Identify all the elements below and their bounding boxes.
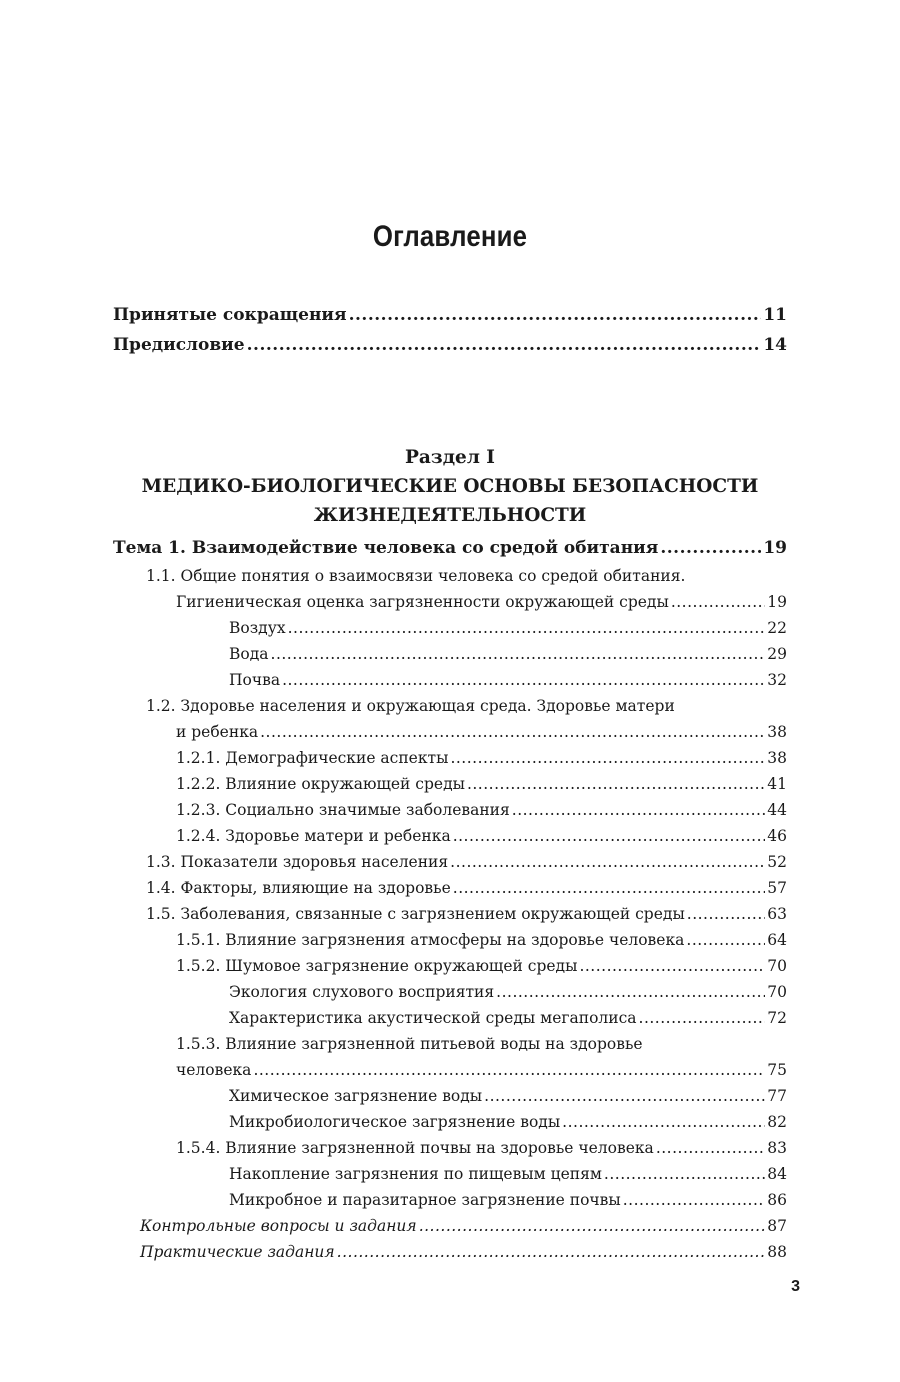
toc-entry-1-5-2[interactable]: [113, 957, 787, 983]
page-title: Оглавление: [372, 220, 528, 253]
section-label: Раздел I: [405, 447, 495, 468]
toc-entry-title: 1.5.2. Шумовое загрязнение окружающей среды: [176, 957, 578, 975]
section-title-line2: ЖИЗНЕДЕЯТЕЛЬНОСТИ: [313, 505, 587, 526]
dot-leader: [604, 1165, 765, 1183]
toc-entry-1-2-3[interactable]: [113, 801, 787, 827]
toc-entry-title: Характеристика акустической среды мегаполиса: [229, 1009, 637, 1027]
toc-entry-soil-contamination[interactable]: [113, 1191, 787, 1217]
toc-entry-title: Микробное и паразитарное загрязнение почвы: [229, 1191, 621, 1209]
toc-entry-page: 64: [767, 931, 787, 949]
toc-entry-title: 1.2.4. Здоровье матери и ребенка: [176, 827, 451, 845]
toc-entry-title: Химическое загрязнение воды: [229, 1087, 483, 1105]
toc-entry-page: 63: [767, 905, 787, 923]
dot-leader: [484, 1087, 765, 1105]
toc-entry-title: Микробиологическое загрязнение воды: [229, 1113, 561, 1131]
toc-entry-title: 1.2.3. Социально значимые заболевания: [176, 801, 510, 819]
dot-leader: [450, 749, 765, 767]
toc-entry-page: 19: [767, 593, 787, 611]
toc-entry-page: 88: [767, 1243, 787, 1261]
toc-entry-1-1-line1[interactable]: 1.1. Общие понятия о взаимосвязи человека со средой обитания.: [146, 567, 686, 585]
toc-entry-title: Почва: [229, 671, 281, 689]
toc-entry-title: 1.4. Факторы, влияющие на здоровье: [146, 879, 451, 897]
toc-entry-title: человека: [176, 1061, 252, 1079]
toc-entry-chemical-water[interactable]: [113, 1087, 787, 1113]
toc-entry-1-5-1[interactable]: [113, 931, 787, 957]
toc-entry-1-3[interactable]: [113, 853, 787, 879]
toc-entry-page: 44: [767, 801, 787, 819]
toc-entry-1-5[interactable]: [113, 905, 787, 931]
dot-leader: [247, 335, 762, 355]
toc-entry-topic-1[interactable]: [113, 538, 787, 568]
toc-entry-title: Воздух: [229, 619, 286, 637]
toc-entry-title: Предисловие: [113, 335, 245, 355]
toc-entry-title: 1.5.1. Влияние загрязнения атмосферы на здоровье человека: [176, 931, 685, 949]
toc-entry-title: и ребенка: [176, 723, 259, 741]
toc-entry-title: 1.3. Показатели здоровья населения: [146, 853, 449, 871]
toc-entry-title: Накопление загрязнения по пищевым цепям: [229, 1165, 602, 1183]
toc-entry-page: 57: [767, 879, 787, 897]
toc-entry-page: 29: [767, 645, 787, 663]
toc-entry-1-4[interactable]: [113, 879, 787, 905]
dot-leader: [453, 827, 766, 845]
toc-entry-page: 32: [767, 671, 787, 689]
dot-leader: [349, 305, 762, 325]
dot-leader: [260, 723, 765, 741]
toc-entry-1-2-line1[interactable]: 1.2. Здоровье населения и окружающая среда. Здоровье матери: [146, 697, 675, 715]
dot-leader: [687, 905, 765, 923]
toc-entry-preface[interactable]: [113, 335, 787, 365]
toc-entry-1-2-2[interactable]: [113, 775, 787, 801]
toc-entry-soil[interactable]: [113, 671, 787, 697]
toc-entry-page: 11: [763, 305, 787, 325]
toc-entry-page: 14: [763, 335, 787, 355]
dot-leader: [271, 645, 766, 663]
toc-entry-page: 87: [767, 1217, 787, 1235]
toc-entry-page: 86: [767, 1191, 787, 1209]
topic-list: [113, 538, 787, 568]
toc-entry-1-5-3[interactable]: [113, 1061, 787, 1087]
toc-entry-title: 1.5.4. Влияние загрязненной почвы на здоровье человека: [176, 1139, 654, 1157]
toc-entry-food-chain[interactable]: [113, 1165, 787, 1191]
toc-entry-page: 84: [767, 1165, 787, 1183]
section-title-line1: МЕДИКО-БИОЛОГИЧЕСКИЕ ОСНОВЫ БЕЗОПАСНОСТИ: [141, 476, 759, 497]
toc-entry-title: Вода: [229, 645, 269, 663]
dot-leader: [253, 1061, 765, 1079]
toc-entry-1-5-3-line1[interactable]: 1.5.3. Влияние загрязненной питьевой воды на здоровье: [176, 1035, 643, 1053]
dot-leader: [496, 983, 765, 1001]
dot-leader: [656, 1139, 765, 1157]
toc-entry-page: 22: [767, 619, 787, 637]
toc-entry-practical-tasks[interactable]: [113, 1243, 787, 1269]
toc-entry-title: Гигиеническая оценка загрязненности окружающей среды: [176, 593, 669, 611]
toc-entry-page: 82: [767, 1113, 787, 1131]
toc-entry-acoustic-environment[interactable]: [113, 1009, 787, 1035]
toc-entry-title: Контрольные вопросы и задания: [140, 1217, 417, 1235]
dot-leader: [562, 1113, 765, 1131]
toc-entry-page: 38: [767, 749, 787, 767]
dot-leader: [579, 957, 765, 975]
toc-entry-page: 52: [767, 853, 787, 871]
dot-leader: [671, 593, 765, 611]
toc-entry-page: 70: [767, 983, 787, 1001]
toc-entry-air[interactable]: [113, 619, 787, 645]
toc-entry-page: 46: [767, 827, 787, 845]
toc-entry-page: 83: [767, 1139, 787, 1157]
toc-entry-title: Принятые сокращения: [113, 305, 347, 325]
toc-entries: [113, 567, 787, 1269]
dot-leader: [639, 1009, 766, 1027]
dot-leader: [660, 538, 761, 558]
front-matter-list: [113, 305, 787, 365]
dot-leader: [419, 1217, 766, 1235]
toc-entry-title: 1.2.1. Демографические аспекты: [176, 749, 449, 767]
toc-entry-page: 38: [767, 723, 787, 741]
dot-leader: [288, 619, 766, 637]
toc-entry-microbial-water[interactable]: [113, 1113, 787, 1139]
dot-leader: [512, 801, 765, 819]
toc-entry-1-5-4[interactable]: [113, 1139, 787, 1165]
toc-entry-page: 75: [767, 1061, 787, 1079]
toc-entry-title: Тема 1. Взаимодействие человека со средой обитания: [113, 538, 659, 558]
section-heading: [0, 443, 900, 530]
dot-leader: [467, 775, 765, 793]
toc-entry-hearing-ecology[interactable]: [113, 983, 787, 1009]
toc-entry-page: 70: [767, 957, 787, 975]
toc-entry-title: 1.5. Заболевания, связанные с загрязнением окружающей среды: [146, 905, 685, 923]
dot-leader: [686, 931, 765, 949]
page-number: 3: [791, 1278, 800, 1295]
toc-entry-control-questions[interactable]: [113, 1217, 787, 1243]
toc-entry-abbreviations[interactable]: [113, 305, 787, 335]
toc-entry-title: Практические задания: [140, 1243, 335, 1261]
toc-entry-1-2-1[interactable]: [113, 749, 787, 775]
dot-leader: [282, 671, 765, 689]
toc-entry-1-2-4[interactable]: [113, 827, 787, 853]
toc-entry-1-2[interactable]: [113, 723, 787, 749]
dot-leader: [450, 853, 765, 871]
dot-leader: [623, 1191, 766, 1209]
toc-entry-page: 72: [767, 1009, 787, 1027]
toc-entry-page: 41: [767, 775, 787, 793]
toc-entry-1-1[interactable]: [113, 593, 787, 619]
dot-leader: [453, 879, 766, 897]
toc-entry-page: 19: [763, 538, 787, 558]
toc-entry-page: 77: [767, 1087, 787, 1105]
toc-entry-water[interactable]: [113, 645, 787, 671]
toc-entry-title: 1.2.2. Влияние окружающей среды: [176, 775, 465, 793]
dot-leader: [337, 1243, 766, 1261]
toc-entry-title: Экология слухового восприятия: [229, 983, 495, 1001]
